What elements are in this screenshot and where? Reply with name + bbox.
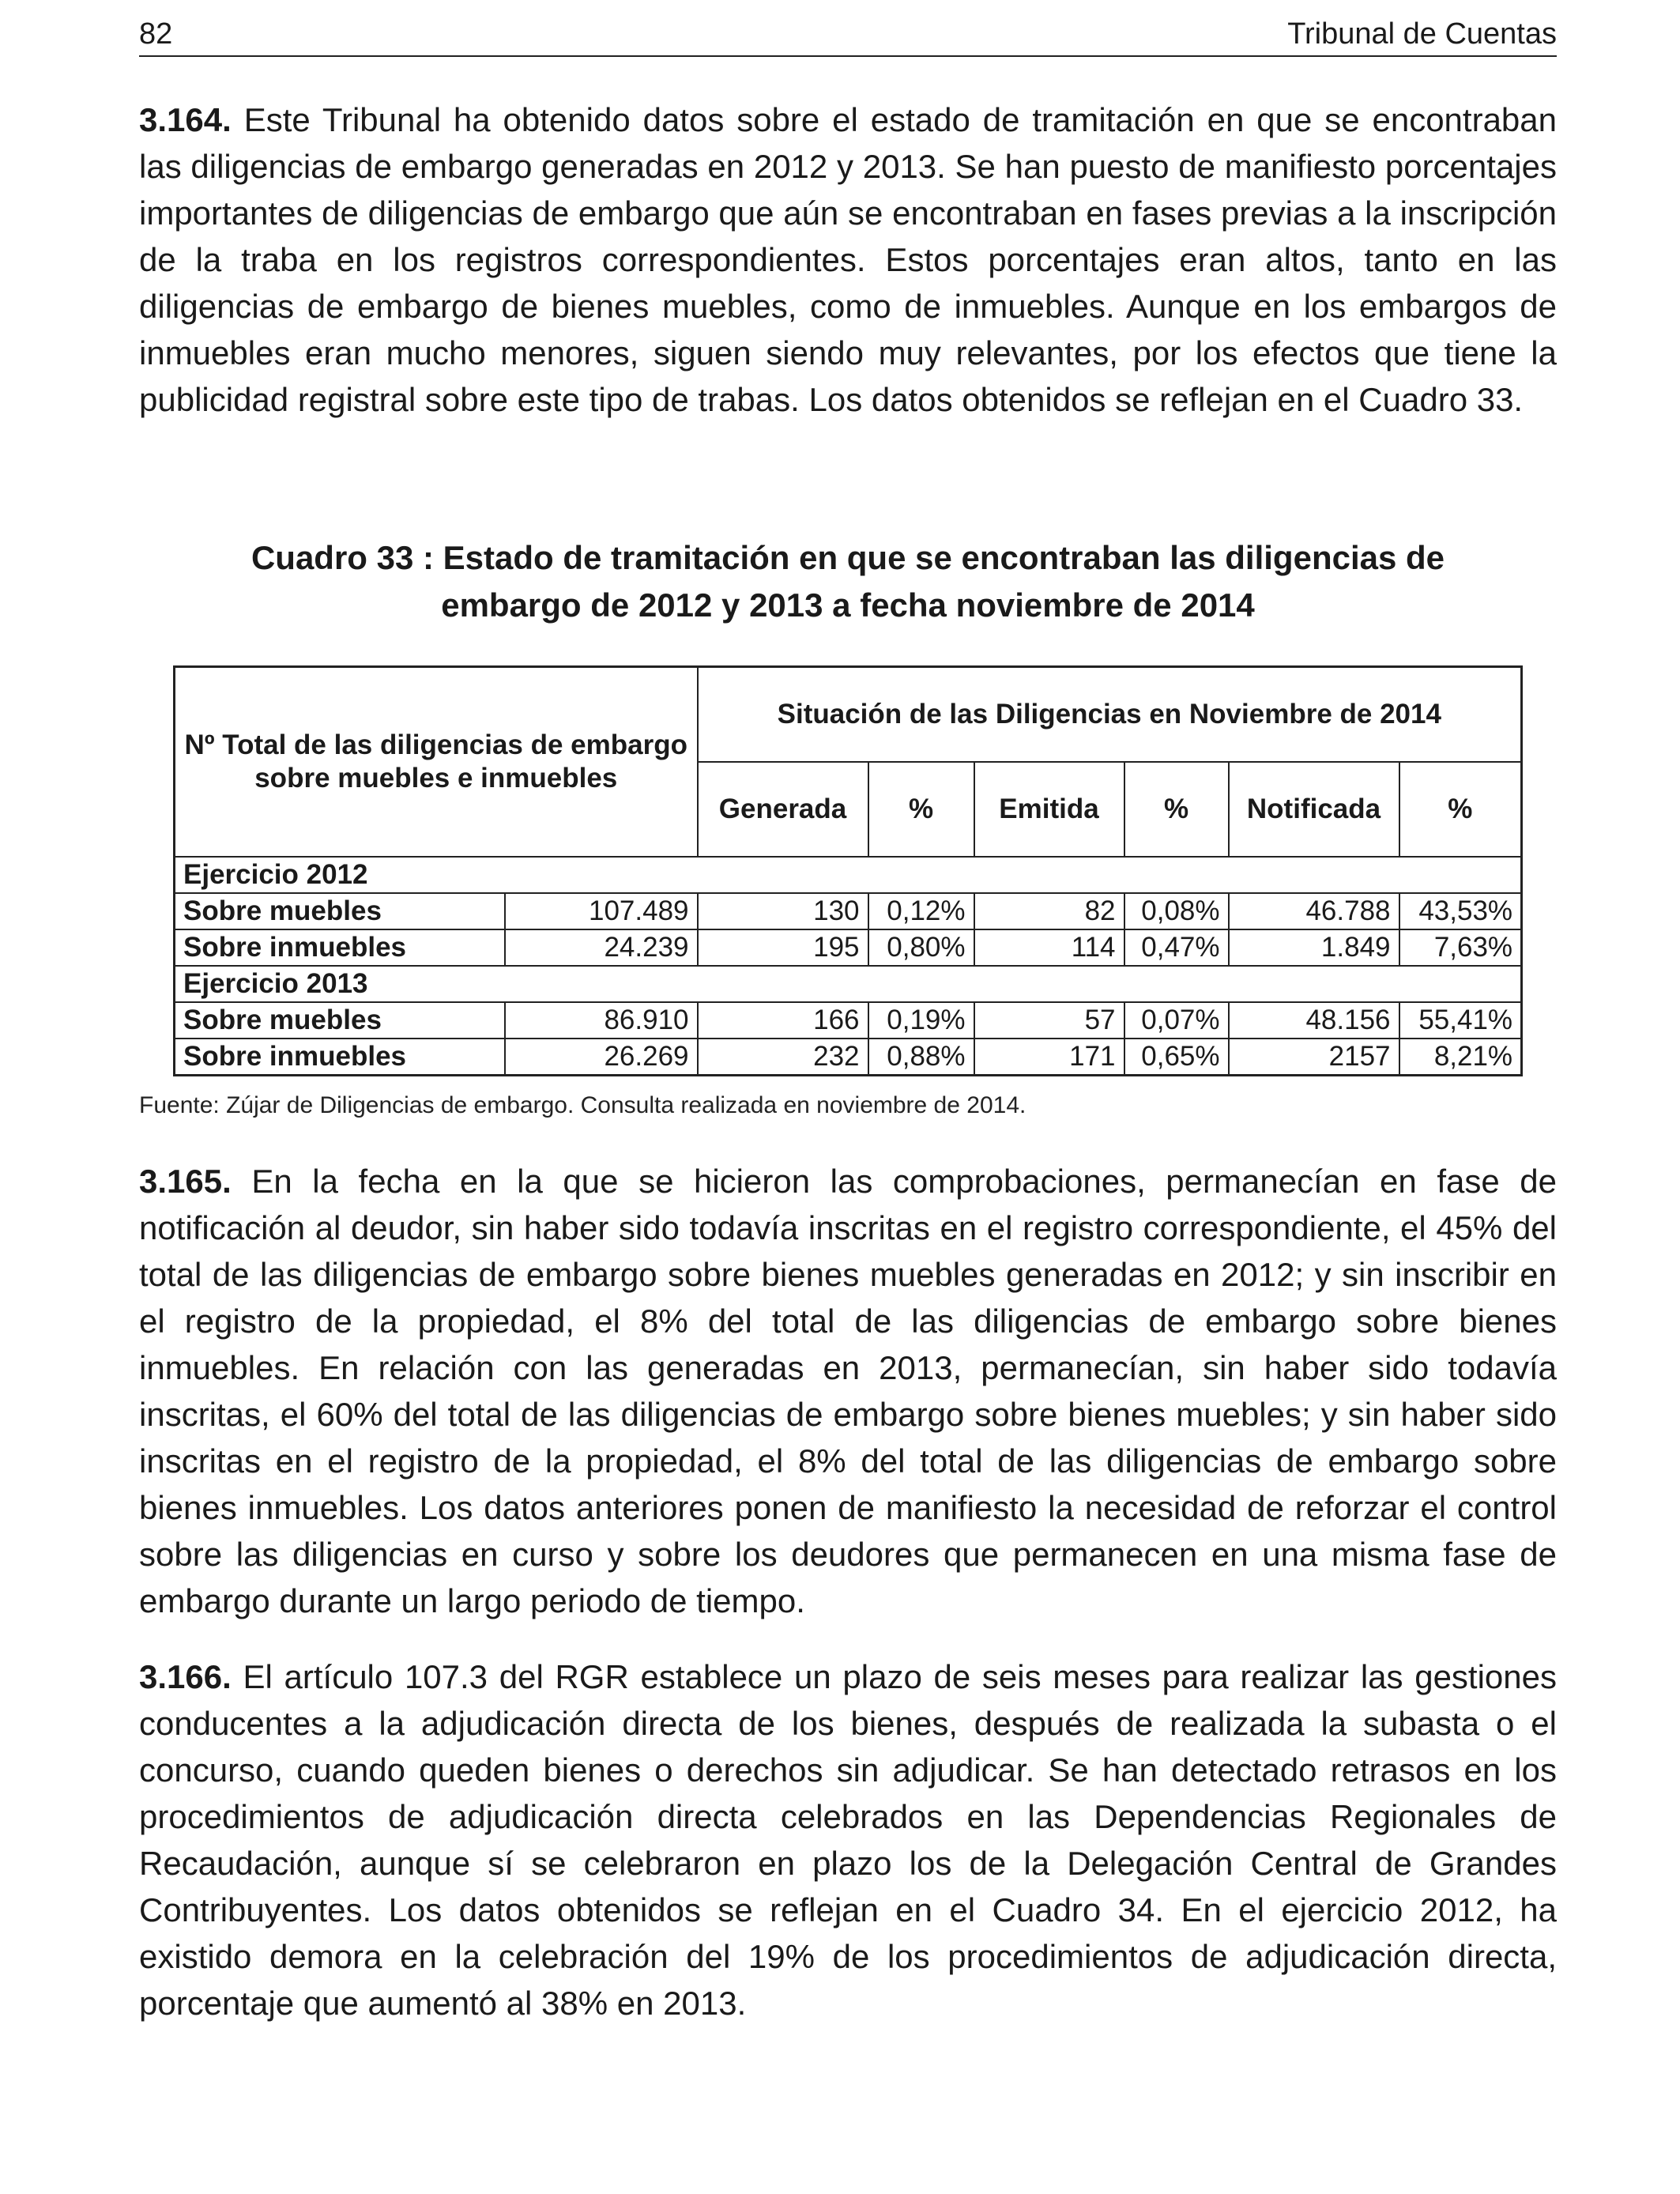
- cell-emitida: 57: [974, 1002, 1124, 1039]
- cell-generada-pct: 0,80%: [868, 929, 974, 966]
- subheader-notificada: Notificada: [1229, 762, 1399, 857]
- section-title: Ejercicio 2013: [175, 966, 1522, 1002]
- cell-emitida: 171: [974, 1039, 1124, 1076]
- cell-emitida-pct: 0,47%: [1124, 929, 1229, 966]
- subheader-emitida: Emitida: [974, 762, 1124, 857]
- cell-generada: 166: [698, 1002, 868, 1039]
- cell-total: 107.489: [505, 893, 698, 929]
- cell-emitida: 114: [974, 929, 1124, 966]
- subheader-pct: %: [868, 762, 974, 857]
- cell-notificada: 46.788: [1229, 893, 1399, 929]
- subheader-generada: Generada: [698, 762, 868, 857]
- subheader-pct: %: [1124, 762, 1229, 857]
- paragraph-text: El artículo 107.3 del RGR establece un plazo de seis meses para realizar las gestiones conducentes a la adjudicación directa de los bienes, después de realizada la subasta o el concurso, cuando queden bienes o derechos sin adjudicar. Se han detectado retrasos en los procedimientos de adjudicación directa celebrados en las Dependencias Regionales de Recaudación, aunque sí se celebraron en plazo los de la Delegación Central de Grandes Contribuyentes. Los datos obtenidos se reflejan en el Cuadro 34. En el ejercicio 2012, ha existido demora en la celebración del 19% de los procedimientos de adjudicación directa, porcentaje que aumentó al 38% en 2013.: [139, 1658, 1558, 2022]
- cell-notificada-pct: 55,41%: [1399, 1002, 1522, 1039]
- cell-notificada: 48.156: [1229, 1002, 1399, 1039]
- cell-total: 26.269: [505, 1039, 698, 1076]
- section-title: Ejercicio 2012: [175, 857, 1522, 893]
- cell-generada-pct: 0,88%: [868, 1039, 974, 1076]
- cell-generada: 130: [698, 893, 868, 929]
- cell-emitida-pct: 0,65%: [1124, 1039, 1229, 1076]
- section-row: [175, 857, 1522, 893]
- table-source-note: Fuente: Zújar de Diligencias de embargo. Consulta realizada en noviembre de 2014.: [139, 1092, 1026, 1118]
- cell-notificada: 2157: [1229, 1039, 1399, 1076]
- caption-line-2: embargo de 2012 y 2013 a fecha noviembre de 2014: [441, 586, 1255, 624]
- page-number: 82: [139, 17, 173, 51]
- cell-notificada-pct: 7,63%: [1399, 929, 1522, 966]
- paragraph-number: 3.164.: [139, 101, 232, 138]
- cell-emitida-pct: 0,08%: [1124, 893, 1229, 929]
- page-header: [139, 17, 1557, 57]
- caption-line-1: Cuadro 33 : Estado de tramitación en que se encontraban las diligencias de: [250, 539, 1445, 576]
- cell-generada: 195: [698, 929, 868, 966]
- section-row: [175, 966, 1522, 1002]
- row-label: Sobre muebles: [175, 1002, 505, 1039]
- paragraph-3-166: [139, 1653, 1557, 2026]
- table-row: [175, 1039, 1522, 1076]
- header-total-diligencias: Nº Total de las diligencias de embargo sobre muebles e inmuebles: [175, 667, 698, 858]
- paragraph-text: Este Tribunal ha obtenido datos sobre el estado de tramitación en que se encontraban las diligencias de embargo generadas en 2012 y 2013. Se han puesto de manifiesto porcentajes importantes de diligencias de embargo que aún se encontraban en fases previas a la inscripción de la traba en los registros correspondientes. Estos porcentajes eran altos, tanto en las diligencias de embargo de bienes muebles, como de inmuebles. Aunque en los embargos de inmuebles eran mucho menores, siguen siendo muy relevantes, por los efectos que tiene la publicidad registral sobre este tipo de trabas. Los datos obtenidos se reflejan en el Cuadro 33.: [139, 101, 1558, 418]
- subheader-pct: %: [1399, 762, 1522, 857]
- cell-emitida-pct: 0,07%: [1124, 1002, 1229, 1039]
- cell-emitida: 82: [974, 893, 1124, 929]
- row-label: Sobre inmuebles: [175, 1039, 505, 1076]
- cell-generada: 232: [698, 1039, 868, 1076]
- cell-notificada: 1.849: [1229, 929, 1399, 966]
- paragraph-number: 3.165.: [139, 1163, 232, 1200]
- header-situacion: Situación de las Diligencias en Noviembre de 2014: [698, 667, 1522, 763]
- table-row: [175, 893, 1522, 929]
- paragraph-3-165: [139, 1158, 1557, 1624]
- row-label: Sobre inmuebles: [175, 929, 505, 966]
- cell-notificada-pct: 43,53%: [1399, 893, 1522, 929]
- cell-generada-pct: 0,12%: [868, 893, 974, 929]
- table-caption: [139, 534, 1557, 629]
- paragraph-text: En la fecha en la que se hicieron las comprobaciones, permanecían en fase de notificación al deudor, sin haber sido todavía inscritas en el registro correspondiente, el 45% del total de las diligencias de embargo sobre bienes muebles generadas en 2012; y sin inscribir en el registro de la propiedad, el 8% del total de las diligencias de embargo sobre bienes inmuebles. En relación con las generadas en 2013, permanecían, sin haber sido todavía inscritas, el 60% del total de las diligencias de embargo sobre bienes muebles; y sin haber sido inscritas en el registro de la propiedad, el 8% del total de las diligencias de embargo sobre bienes inmuebles. Los datos anteriores ponen de manifiesto la necesidad de reforzar el control sobre las diligencias en curso y sobre los deudores que permanecen en una misma fase de embargo durante un largo periodo de tiempo.: [139, 1163, 1557, 1619]
- paragraph-number: 3.166.: [139, 1658, 232, 1695]
- paragraph-3-164: [139, 96, 1557, 423]
- running-title: Tribunal de Cuentas: [1287, 17, 1557, 51]
- cell-notificada-pct: 8,21%: [1399, 1039, 1522, 1076]
- table-row: [175, 929, 1522, 966]
- cell-generada-pct: 0,19%: [868, 1002, 974, 1039]
- cell-total: 24.239: [505, 929, 698, 966]
- table-row: [175, 1002, 1522, 1039]
- cell-total: 86.910: [505, 1002, 698, 1039]
- row-label: Sobre muebles: [175, 893, 505, 929]
- cuadro-33-table: [173, 665, 1523, 1076]
